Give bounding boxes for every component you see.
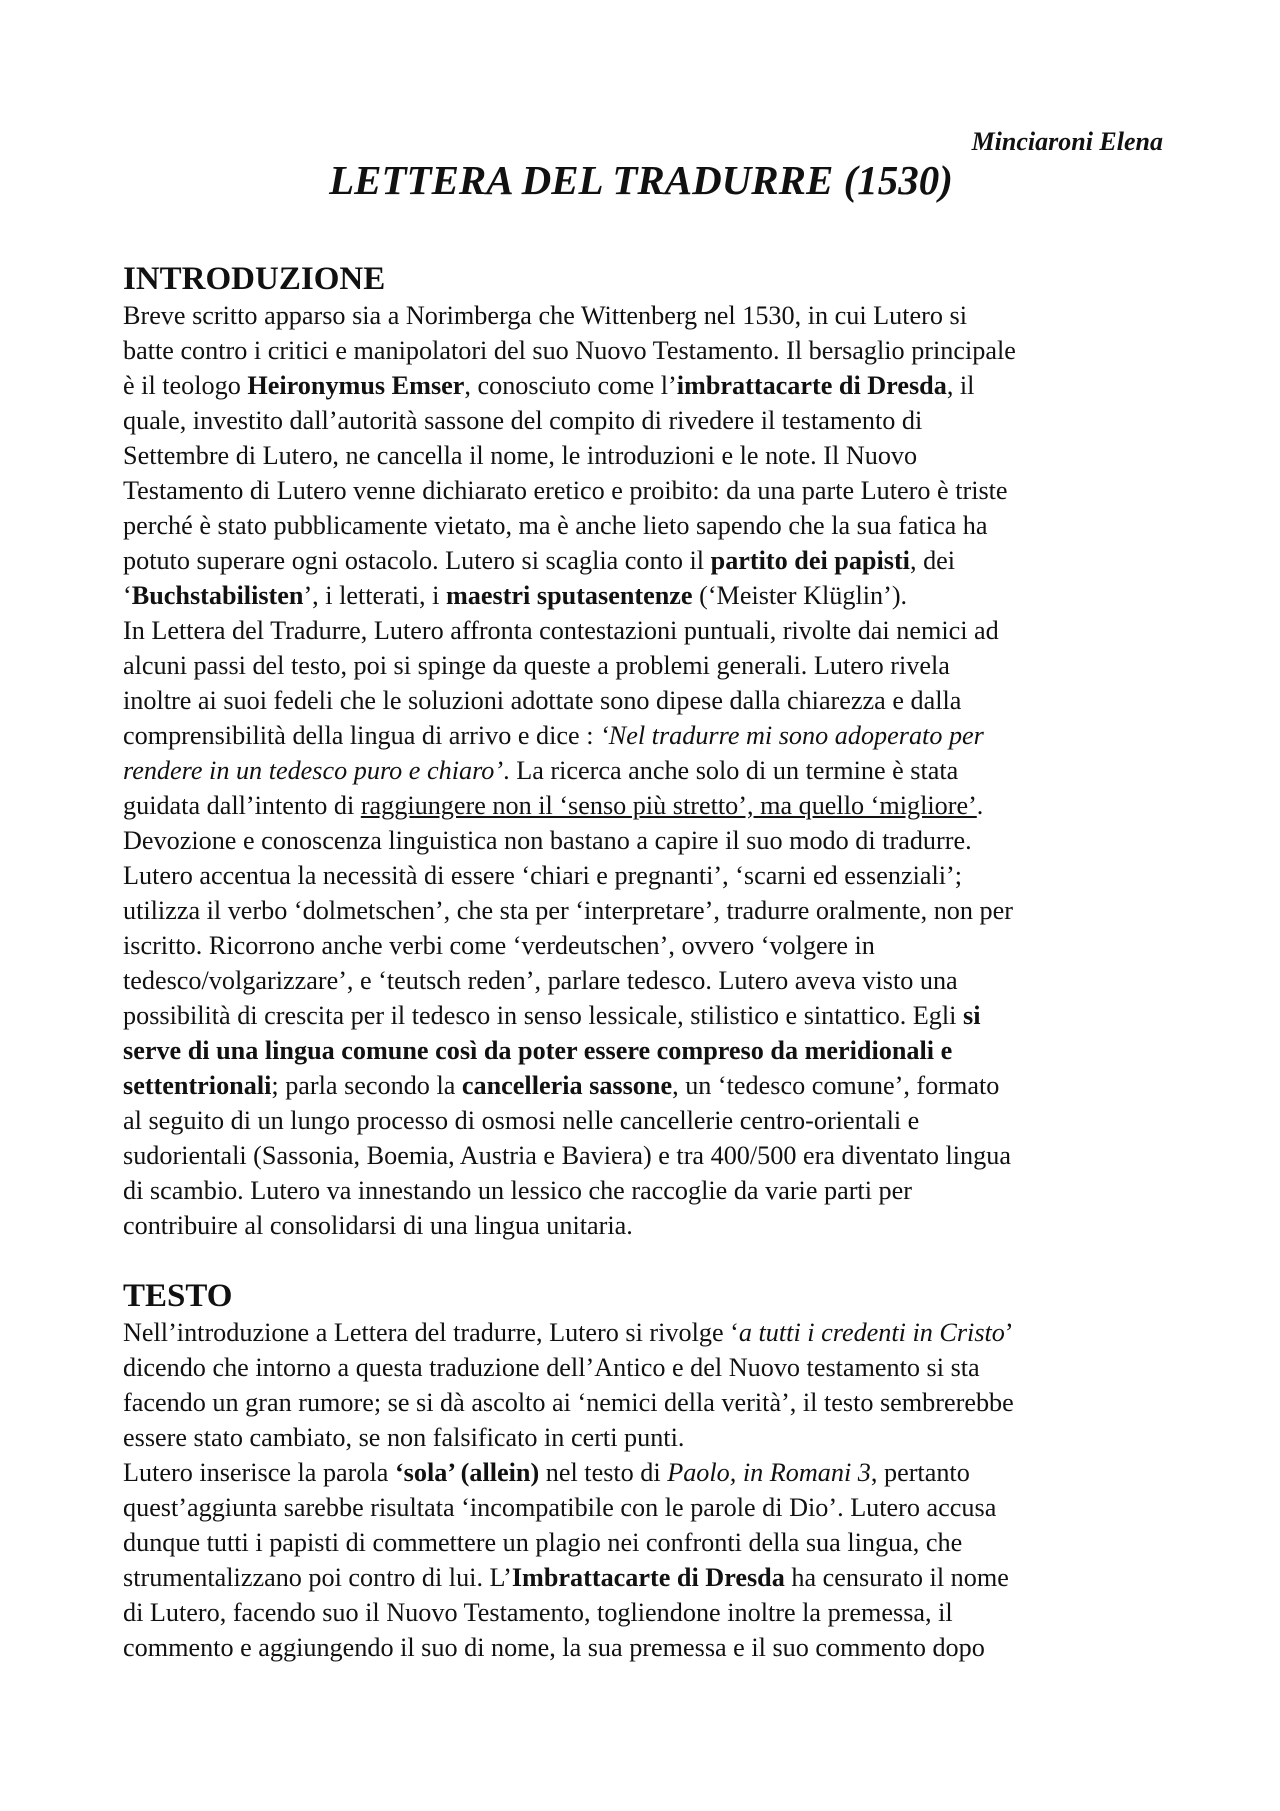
text-line <box>123 1033 1163 1068</box>
text-line: è il teologo Heironymus Emser, conosciuto come l’imbrattacarte di Dresda, il <box>123 371 975 400</box>
text-line: rendere in un tedesco puro e chiaro’. La ricerca anche solo di un termine è stata <box>123 756 959 785</box>
text-line: iscritto. Ricorrono anche verbi come ‘verdeutschen’, ovvero ‘volgere in <box>123 931 875 960</box>
text-line: facendo un gran rumore; se si dà ascolto ai ‘nemici della verità’, il testo sembrerebbe <box>123 1388 1014 1417</box>
document-page <box>123 118 1163 1665</box>
document-title: LETTERA DEL TRADURRE (1530) <box>329 157 953 203</box>
text-line: quest’aggiunta sarebbe risultata ‘incompatibile con le parole di Dio’. Lutero accusa <box>123 1493 997 1522</box>
underlined-phrase: raggiungere non il ‘senso più stretto’, ma quello ‘migliore’ <box>360 791 977 820</box>
text-line: Settembre di Lutero, ne cancella il nome, le introduzioni e le note. Il Nuovo <box>123 441 918 470</box>
text-line: guidata dall’intento di raggiungere non il ‘senso più stretto’, ma quello ‘migliore’. <box>123 791 984 820</box>
emphasis-partito-papisti: partito dei papisti <box>710 546 910 575</box>
text-line: sudorientali (Sassonia, Boemia, Austria e Baviera) e tra 400/500 era diventato lingua <box>123 1141 1011 1170</box>
author-name: Minciaroni Elena <box>971 127 1163 156</box>
text-line: potuto superare ogni ostacolo. Lutero si scaglia conto il partito dei papisti, dei <box>123 546 956 575</box>
emphasis-buchstabilisten: Buchstabilisten <box>131 581 304 610</box>
emphasis-maestri: maestri sputasentenze <box>445 581 693 610</box>
intro-paragraph-2 <box>123 613 1163 1243</box>
text-line: strumentalizzano poi contro di lui. L’Imbrattacarte di Dresda ha censurato il nome <box>123 1563 1009 1592</box>
text-line: inoltre ai suoi fedeli che le soluzioni adottate sono dipese dalla chiarezza e dalla <box>123 686 962 715</box>
emphasis-lingua-comune: serve di una lingua comune così da poter essere compreso da meridionali e <box>123 1036 953 1065</box>
emphasis-sola: ‘sola’ (allein) <box>394 1458 540 1487</box>
text-line: tedesco/volgarizzare’, e ‘teutsch reden’, parlare tedesco. Lutero aveva visto una <box>123 966 958 995</box>
text-line: al seguito di un lungo processo di osmosi nelle cancellerie centro-orientali e <box>123 1106 920 1135</box>
text-line: alcuni passi del testo, poi si spinge da queste a problemi generali. Lutero rivela <box>123 651 950 680</box>
quote-italic: rendere in un tedesco puro e chiaro’ <box>123 756 504 785</box>
section-heading-introduzione: INTRODUZIONE <box>123 261 386 297</box>
text-line: essere stato cambiato, se non falsificato in certi punti. <box>123 1423 685 1452</box>
text-line: settentrionali; parla secondo la cancelleria sassone, un ‘tedesco comune’, formato <box>123 1071 1000 1100</box>
text-line: perché è stato pubblicamente vietato, ma è anche lieto sapendo che la sua fatica ha <box>123 511 988 540</box>
emphasis-cancelleria: cancelleria sassone <box>461 1071 673 1100</box>
text-line: Testamento di Lutero venne dichiarato eretico e proibito: da una parte Lutero è triste <box>123 476 1008 505</box>
text-line: Lutero accentua la necessità di essere ‘chiari e pregnanti’, ‘scarni ed essenziali’; <box>123 861 963 890</box>
text-line: Breve scritto apparso sia a Norimberga che Wittenberg nel 1530, in cui Lutero si <box>123 301 967 330</box>
testo-paragraph-2 <box>123 1455 1163 1665</box>
text-line: dicendo che intorno a questa traduzione dell’Antico e del Nuovo testamento si sta <box>123 1353 980 1382</box>
text-line: dunque tutti i papisti di commettere un plagio nei confronti della sua lingua, che <box>123 1528 963 1557</box>
text-line: utilizza il verbo ‘dolmetschen’, che sta per ‘interpretare’, tradurre oralmente, non per <box>123 896 1013 925</box>
emphasis-imbrattacarte: Imbrattacarte di Dresda <box>511 1563 785 1592</box>
text-line: batte contro i critici e manipolatori del suo Nuovo Testamento. Il bersaglio principale <box>123 336 1016 365</box>
intro-paragraph-1 <box>123 298 1163 613</box>
text-line: Nell’introduzione a Lettera del tradurre, Lutero si rivolge ‘a tutti i credenti in Cristo’ <box>123 1318 1014 1347</box>
text-line: commento e aggiungendo il suo di nome, la sua premessa e il suo commento dopo <box>123 1633 985 1662</box>
text-line: Devozione e conoscenza linguistica non bastano a capire il suo modo di tradurre. <box>123 826 972 855</box>
testo-paragraph-1 <box>123 1315 1163 1455</box>
text-line: di scambio. Lutero va innestando un lessico che raccoglie da varie parti per <box>123 1176 912 1205</box>
emphasis-emser: Heironymus Emser <box>247 371 465 400</box>
text-line: comprensibilità della lingua di arrivo e dice : ‘Nel tradurre mi sono adoperato per <box>123 721 984 750</box>
section-heading-testo: TESTO <box>123 1278 233 1314</box>
citation-italic: Paolo, in Romani 3 <box>667 1458 871 1487</box>
emphasis-imbrattacarte: imbrattacarte di Dresda <box>676 371 947 400</box>
quote-italic: ‘Nel tradurre mi sono adoperato per <box>600 721 984 750</box>
text-line: ‘Buchstabilisten’, i letterati, i maestri sputasentenze (‘Meister Klüglin’). <box>123 581 908 610</box>
text-line: contribuire al consolidarsi di una lingua unitaria. <box>123 1211 633 1240</box>
text-line: di Lutero, facendo suo il Nuovo Testamento, togliendone inoltre la premessa, il <box>123 1598 953 1627</box>
text-line: In Lettera del Tradurre, Lutero affronta contestazioni puntuali, rivolte dai nemici ad <box>123 616 999 645</box>
quote-italic: a tutti i credenti in Cristo <box>738 1318 1005 1347</box>
text-line: Lutero inserisce la parola ‘sola’ (allein) nel testo di Paolo, in Romani 3, pertanto <box>123 1458 970 1487</box>
text-line: possibilità di crescita per il tedesco in senso lessicale, stilistico e sintattico. Egli si <box>123 1001 981 1030</box>
text-line: quale, investito dall’autorità sassone del compito di rivedere il testamento di <box>123 406 923 435</box>
